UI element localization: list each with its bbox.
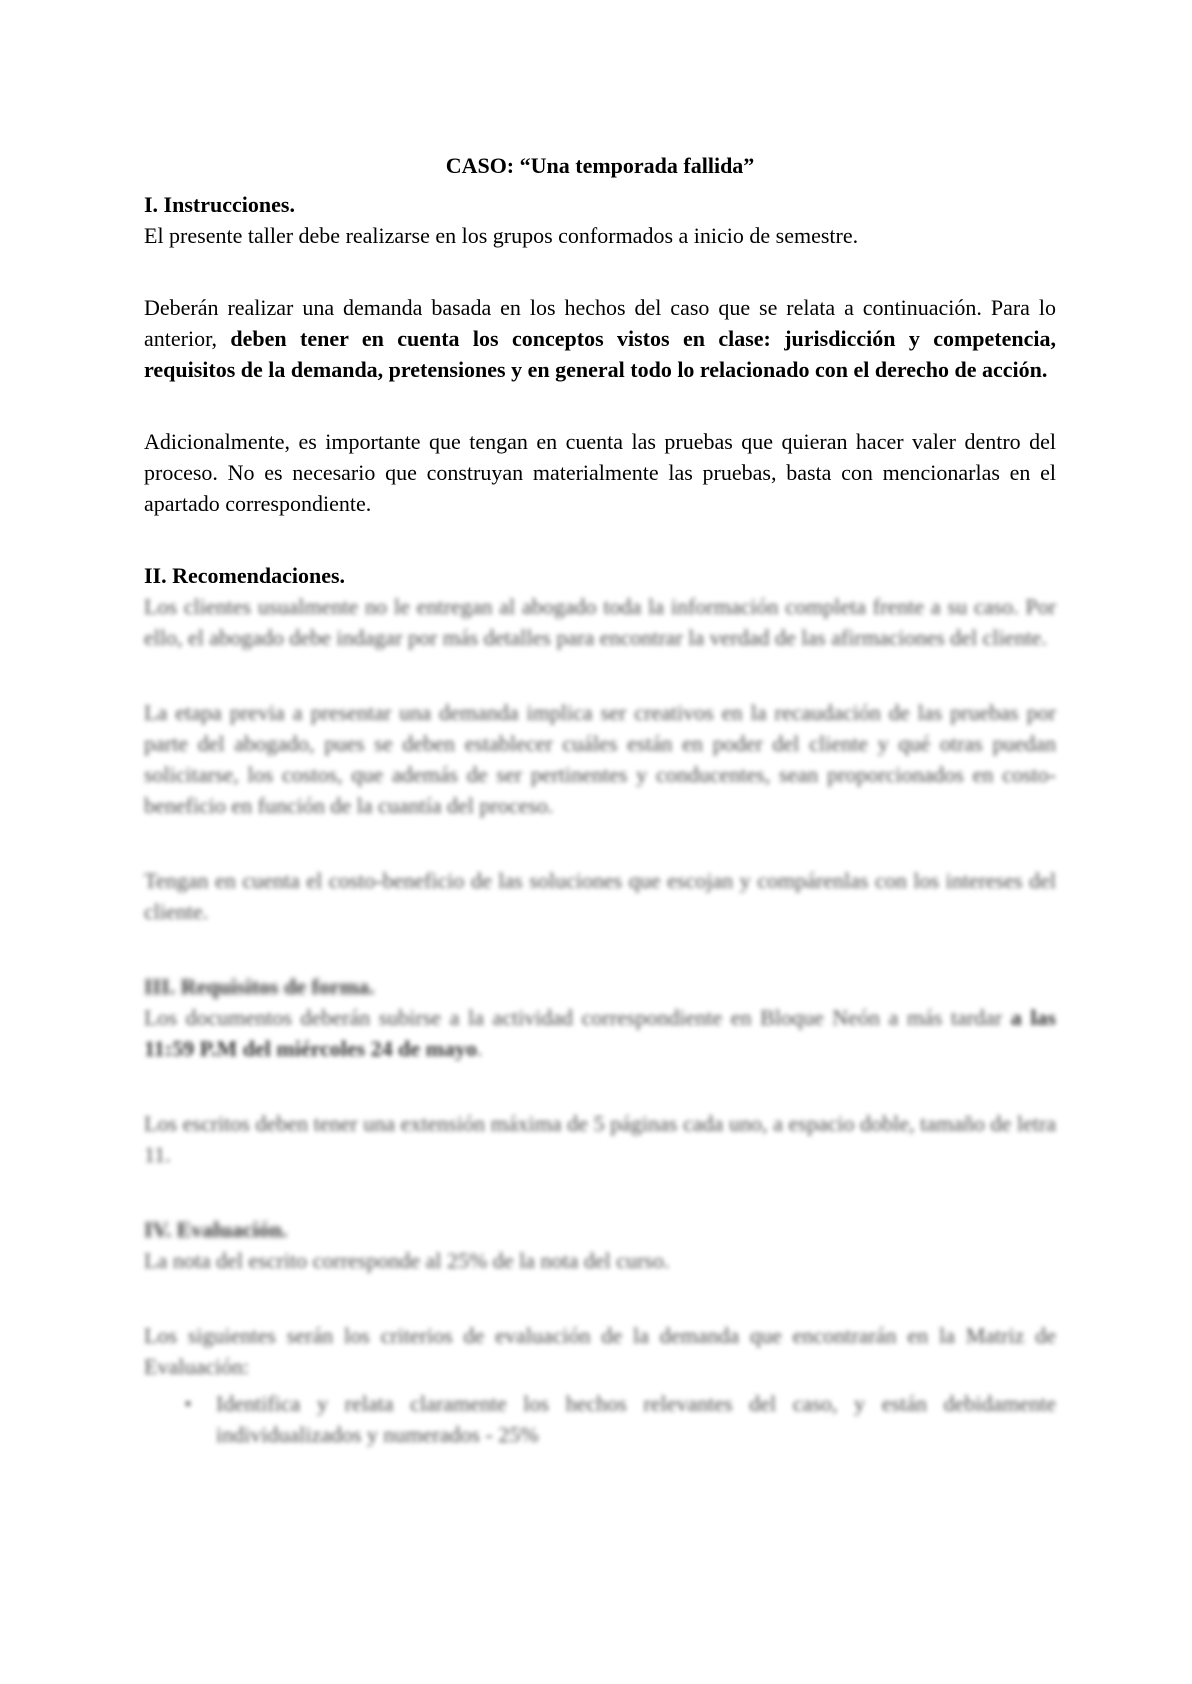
paragraph-evaluacion-2-blurred: Los siguientes serán los criterios de evaluación de la demanda que encontrarán en la Matriz de Evaluación: xyxy=(144,1323,1056,1379)
paragraph-recomendaciones-3-blurred: Tengan en cuenta el costo-beneficio de las soluciones que escojan y compárenlas con los intereses del cliente. xyxy=(144,868,1056,924)
criteria-list xyxy=(144,1388,1056,1450)
paragraph-instrucciones-3: Adicionalmente, es importante que tengan en cuenta las pruebas que quieran hacer valer dentro del proceso. No es necesario que construyan materialmente las pruebas, basta con mencionarlas en el apartado correspondiente. xyxy=(144,429,1056,516)
text-run-bold-deadline: a las 11:59 P.M del miércoles 24 de mayo xyxy=(144,1005,1056,1061)
section-heading-requisitos-de-forma: III. Requisitos de forma. xyxy=(144,974,375,999)
paragraph-recomendaciones-2-blurred: La etapa previa a presentar una demanda implica ser creativos en la recaudación de las pruebas por parte del abogado, pues se deben establecer cuáles están en poder del cliente y qué otras puedan solicitarse, los costos, que además de ser pertinentes y conducentes, sean proporcionados en costo-beneficio en función de la cuantía del proceso. xyxy=(144,700,1056,818)
paragraph-requisitos-2-blurred: Los escritos deben tener una extensión máxima de 5 páginas cada uno, a espacio doble, tamaño de letra 11. xyxy=(144,1111,1056,1167)
paragraph-requisitos-1-blurred xyxy=(144,1002,1056,1064)
paragraph-instrucciones-1: El presente taller debe realizarse en los grupos conformados a inicio de semestre. xyxy=(144,223,859,248)
paragraph-instrucciones-2 xyxy=(144,292,1056,385)
paragraph-recomendaciones-1-blurred: Los clientes usualmente no le entregan al abogado toda la información completa frente a su caso. Por ello, el abogado debe indagar por más detalles para encontrar la verdad de las afirmaciones del cliente. xyxy=(144,594,1056,650)
list-item-text: Identifica y relata claramente los hechos relevantes del caso, y están debidamente individualizados y numerados - 25% xyxy=(216,1391,1056,1447)
square-bullet-icon: ▪ xyxy=(185,1394,192,1413)
section-heading-instrucciones: I. Instrucciones. xyxy=(144,192,295,217)
document-title: CASO: “Una temporada fallida” xyxy=(445,153,755,178)
text-run-normal: . xyxy=(477,1036,483,1061)
section-heading-recomendaciones: II. Recomendaciones. xyxy=(144,563,346,588)
text-run-normal: Deberán realizar una demanda basada en los hechos del caso que se relata a continuación. Para lo anterior, xyxy=(144,295,1056,351)
text-run-bold: deben tener en cuenta los conceptos vistos en clase: jurisdicción y competencia, requisitos de la demanda, pretensiones y en general todo lo relacionado con el derecho de acción. xyxy=(144,326,1056,382)
section-heading-evaluacion: IV. Evaluación. xyxy=(144,1217,288,1242)
paragraph-evaluacion-1-blurred: La nota del escrito corresponde al 25% de la nota del curso. xyxy=(144,1248,670,1273)
list-item-criterion-1 xyxy=(185,1388,1056,1450)
text-run-normal: Los documentos deberán subirse a la actividad correspondiente en Bloque Neón a más tardar xyxy=(144,1005,1011,1030)
